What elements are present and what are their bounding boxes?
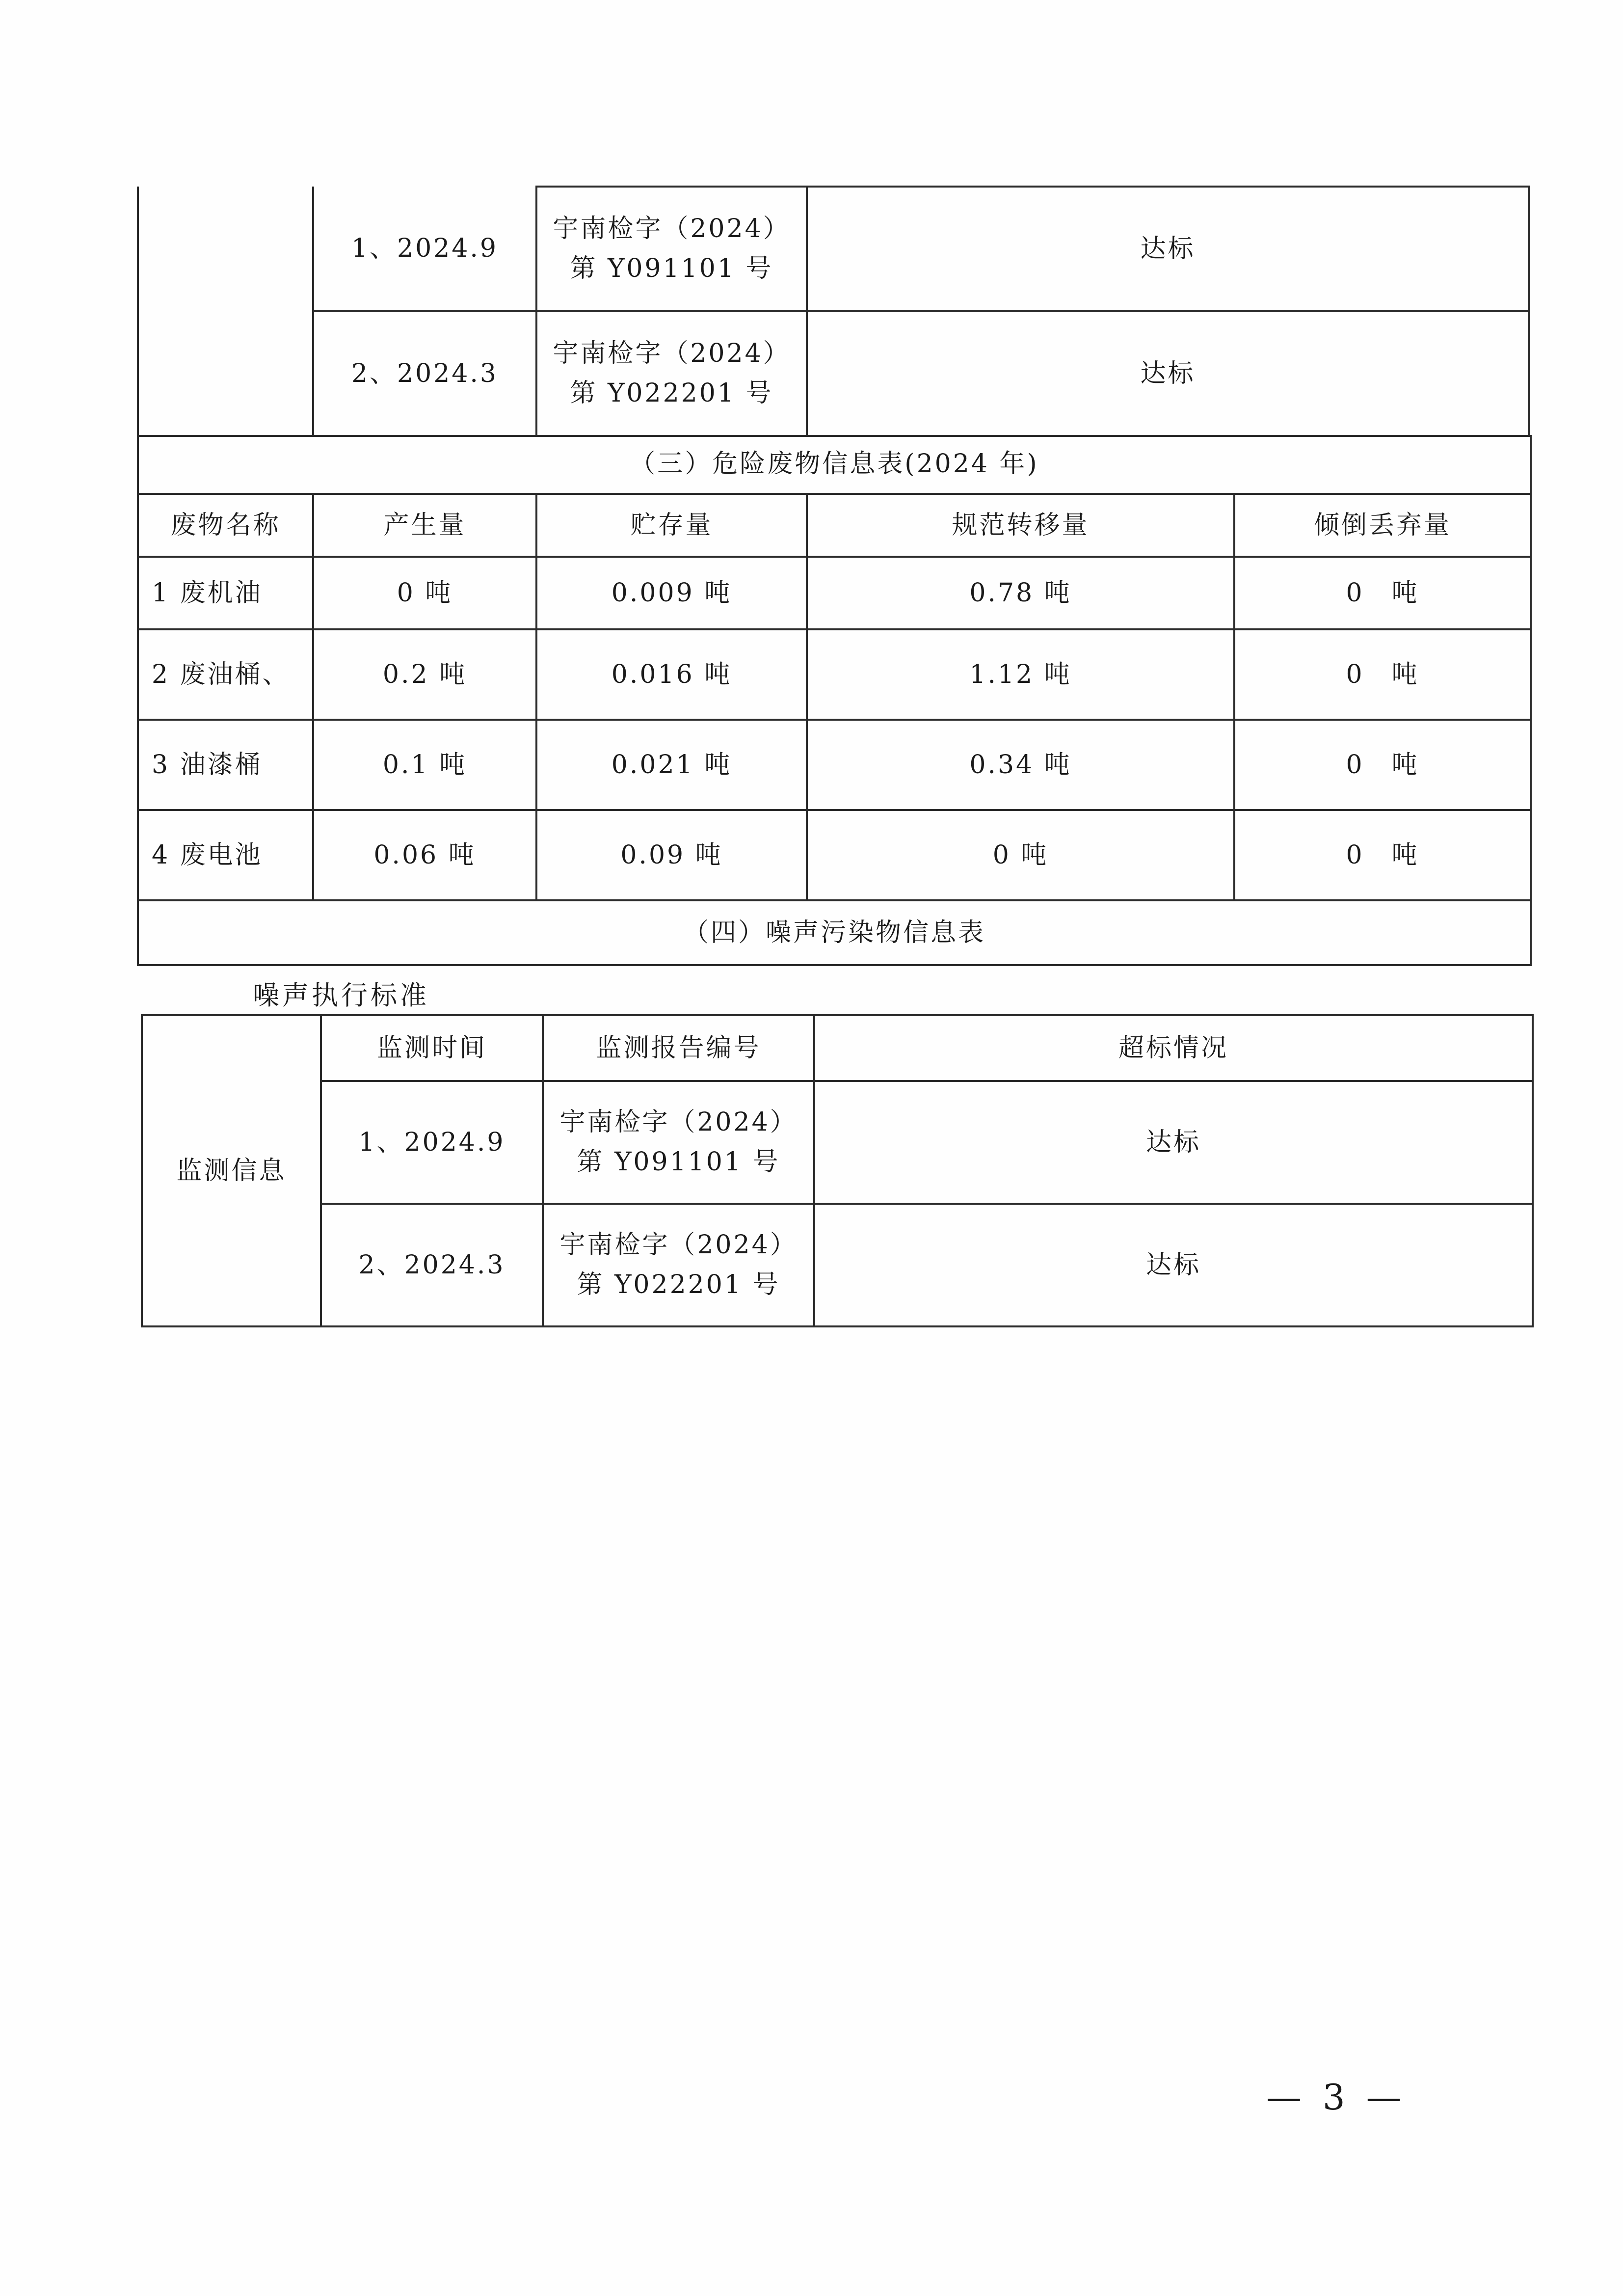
page-number: — 3 —: [1266, 2077, 1407, 2118]
report-line-1: 宇南检字（2024）: [553, 339, 791, 369]
table-row: [138, 311, 1529, 436]
table-row: [138, 810, 1531, 900]
transferred-cell: 0 吨: [807, 810, 1234, 900]
waste-name-cell: 1 废机油: [138, 557, 313, 629]
header-generated: 产生量: [313, 494, 536, 557]
header-dumped: 倾倒丢弃量: [1234, 494, 1531, 557]
header-report-number: 监测报告编号: [543, 1015, 814, 1081]
header-exceed-status: 超标情况: [814, 1015, 1533, 1081]
header-transferred: 规范转移量: [807, 494, 1234, 557]
header-stored: 贮存量: [536, 494, 807, 557]
table-header-row: [142, 1015, 1533, 1081]
table-row: [142, 1081, 1533, 1204]
top-monitoring-table: [137, 186, 1530, 437]
waste-name-cell: 4 废电池: [138, 810, 313, 900]
table-row: [142, 1204, 1533, 1326]
report-number-cell: [543, 1204, 814, 1326]
dumped-cell: 0 吨: [1234, 810, 1531, 900]
status-cell: 达标: [807, 187, 1529, 311]
hazard-waste-table: [137, 435, 1532, 966]
dumped-cell: 0 吨: [1234, 720, 1531, 810]
report-number-cell: [536, 187, 807, 311]
transferred-cell: 0.34 吨: [807, 720, 1234, 810]
noise-standard-caption: 噪声执行标准: [253, 980, 429, 1011]
report-line-1: 宇南检字（2024）: [559, 1230, 798, 1260]
table-row: [138, 629, 1531, 720]
monitor-time-cell: 2、2024.3: [313, 311, 536, 436]
generated-cell: 0.06 吨: [313, 810, 536, 900]
report-line-2: 第 Y091101 号: [570, 254, 773, 283]
waste-name-cell: 3 油漆桶: [138, 720, 313, 810]
transferred-cell: 1.12 吨: [807, 629, 1234, 720]
stored-cell: 0.009 吨: [536, 557, 807, 629]
dumped-cell: 0 吨: [1234, 557, 1531, 629]
generated-cell: 0.1 吨: [313, 720, 536, 810]
generated-cell: 0 吨: [313, 557, 536, 629]
continued-label-cell: [138, 187, 313, 436]
waste-name-cell: 2 废油桶、: [138, 629, 313, 720]
monitor-group-label: 监测信息: [142, 1015, 321, 1326]
transferred-cell: 0.78 吨: [807, 557, 1234, 629]
report-line-2: 第 Y022201 号: [570, 378, 773, 408]
table-header-row: [138, 494, 1531, 557]
stored-cell: 0.09 吨: [536, 810, 807, 900]
report-number-cell: [543, 1081, 814, 1204]
report-line-1: 宇南检字（2024）: [559, 1107, 798, 1137]
monitor-time-cell: 1、2024.9: [321, 1081, 543, 1204]
status-cell: 达标: [814, 1204, 1533, 1326]
generated-cell: 0.2 吨: [313, 629, 536, 720]
hazard-table-title: （三）危险废物信息表(2024 年): [138, 435, 1531, 494]
stored-cell: 0.016 吨: [536, 629, 807, 720]
table-row: [138, 187, 1529, 311]
table-title-row: [138, 435, 1531, 494]
monitor-time-cell: 1、2024.9: [313, 187, 536, 311]
report-line-1: 宇南检字（2024）: [553, 214, 791, 244]
monitor-time-cell: 2、2024.3: [321, 1204, 543, 1326]
report-number-cell: [536, 311, 807, 436]
header-waste-name: 废物名称: [138, 494, 313, 557]
report-line-2: 第 Y022201 号: [577, 1270, 780, 1299]
report-line-2: 第 Y091101 号: [577, 1147, 780, 1177]
header-monitor-time: 监测时间: [321, 1015, 543, 1081]
noise-monitoring-table: [141, 1014, 1534, 1327]
noise-table-title: （四）噪声污染物信息表: [138, 900, 1531, 965]
table-row: [138, 557, 1531, 629]
status-cell: 达标: [807, 311, 1529, 436]
table-footer-row: [138, 900, 1531, 965]
stored-cell: 0.021 吨: [536, 720, 807, 810]
status-cell: 达标: [814, 1081, 1533, 1204]
dumped-cell: 0 吨: [1234, 629, 1531, 720]
table-row: [138, 720, 1531, 810]
